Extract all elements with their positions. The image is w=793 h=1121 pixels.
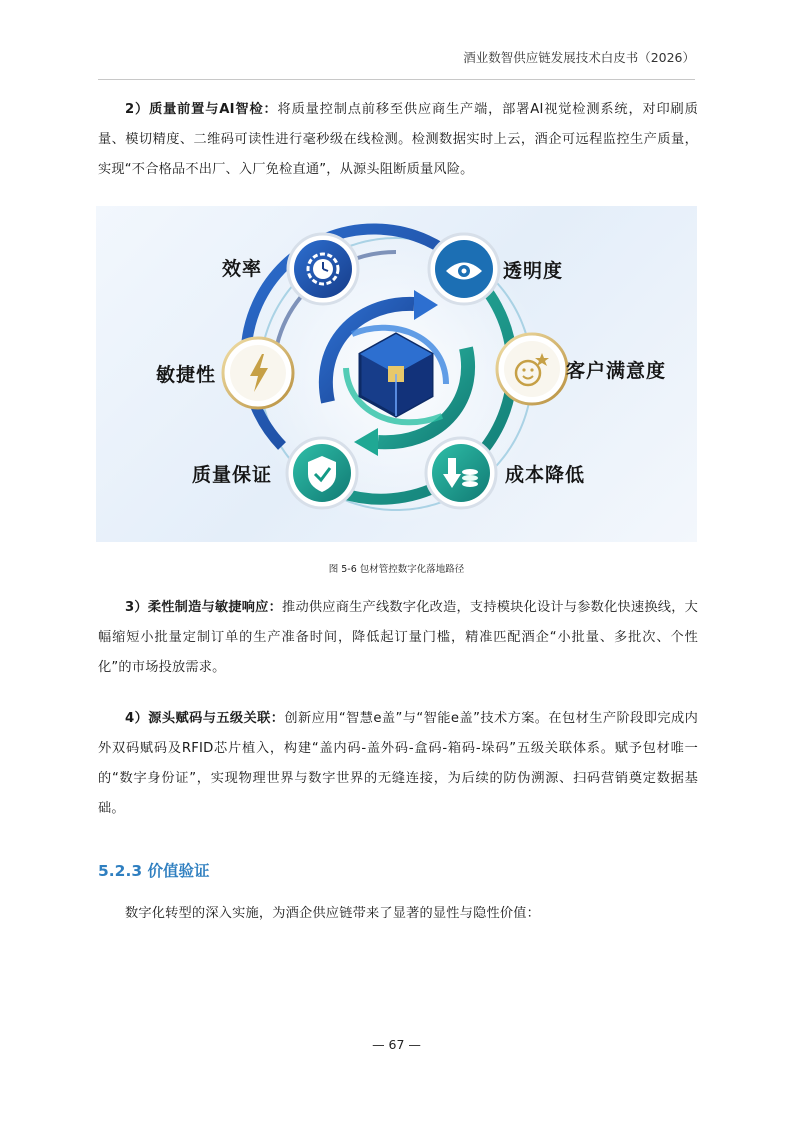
figure-caption: 图 5-6 包材管控数字化落地路径: [328, 564, 465, 575]
section-heading: 5.2.3 价值验证: [98, 862, 210, 880]
paragraph-flexible-manufacturing: [98, 593, 698, 683]
paragraph-source-coding: [98, 704, 698, 824]
page-number: — 67 —: [372, 1037, 421, 1052]
paragraph-lead: 4）源头赋码与五级关联：: [125, 711, 285, 726]
label-cost: 成本降低: [505, 464, 586, 486]
label-quality: 质量保证: [192, 464, 273, 486]
figure-digital-path: [96, 206, 697, 542]
running-header: 酒业数智供应链发展技术白皮书（2026）: [463, 50, 695, 65]
node-satisfaction: [497, 334, 567, 404]
label-transparency: 透明度: [503, 260, 564, 282]
node-transparency: [429, 234, 499, 304]
paragraph-value: 数字化转型的深入实施，为酒企供应链带来了显著的显性与隐性价值：: [125, 906, 541, 921]
paragraph-text: 创新应用“智慧e盖”与“智能e盖”技术方案。在包材生产阶段即完成内外双码赋码及RFID芯片植入，构建“盖内码-盖外码-盒码-箱码-垛码”五级关联体系。赋予包材唯一的“数字身份证”，实现物理世界与数字世界的无缝连接，为后续的防伪溯源、扫码营销奠定数据基础。: [98, 711, 698, 816]
paragraph-text: 将质量控制点前移至供应商生产端，部署AI视觉检测系统，对印刷质量、模切精度、二维码可读性进行毫秒级在线检测。检测数据实时上云，酒企可远程监控生产质量，实现“不合格品不出厂、入厂免检直通”，从源头阻断质量风险。: [98, 102, 698, 177]
paragraph-text: 推动供应商生产线数字化改造，支持模块化设计与参数化快速换线，大幅缩短小批量定制订单的生产准备时间，降低起订量门槛，精准匹配酒企“小批量、多批次、个性化”的市场投放需求。: [98, 600, 699, 675]
paragraph-quality-ai: [98, 95, 698, 185]
label-agility: 敏捷性: [156, 364, 217, 386]
header-divider: [98, 79, 695, 80]
node-quality: [287, 438, 357, 508]
label-satisfaction: 客户满意度: [566, 360, 667, 382]
label-efficiency: 效率: [222, 258, 263, 280]
cube-icon: [360, 334, 432, 416]
node-efficiency: [288, 234, 358, 304]
paragraph-lead: 2）质量前置与AI智检：: [125, 102, 278, 117]
node-agility: [223, 338, 293, 408]
paragraph-lead: 3）柔性制造与敏捷响应：: [125, 600, 283, 615]
node-cost: [426, 438, 496, 508]
